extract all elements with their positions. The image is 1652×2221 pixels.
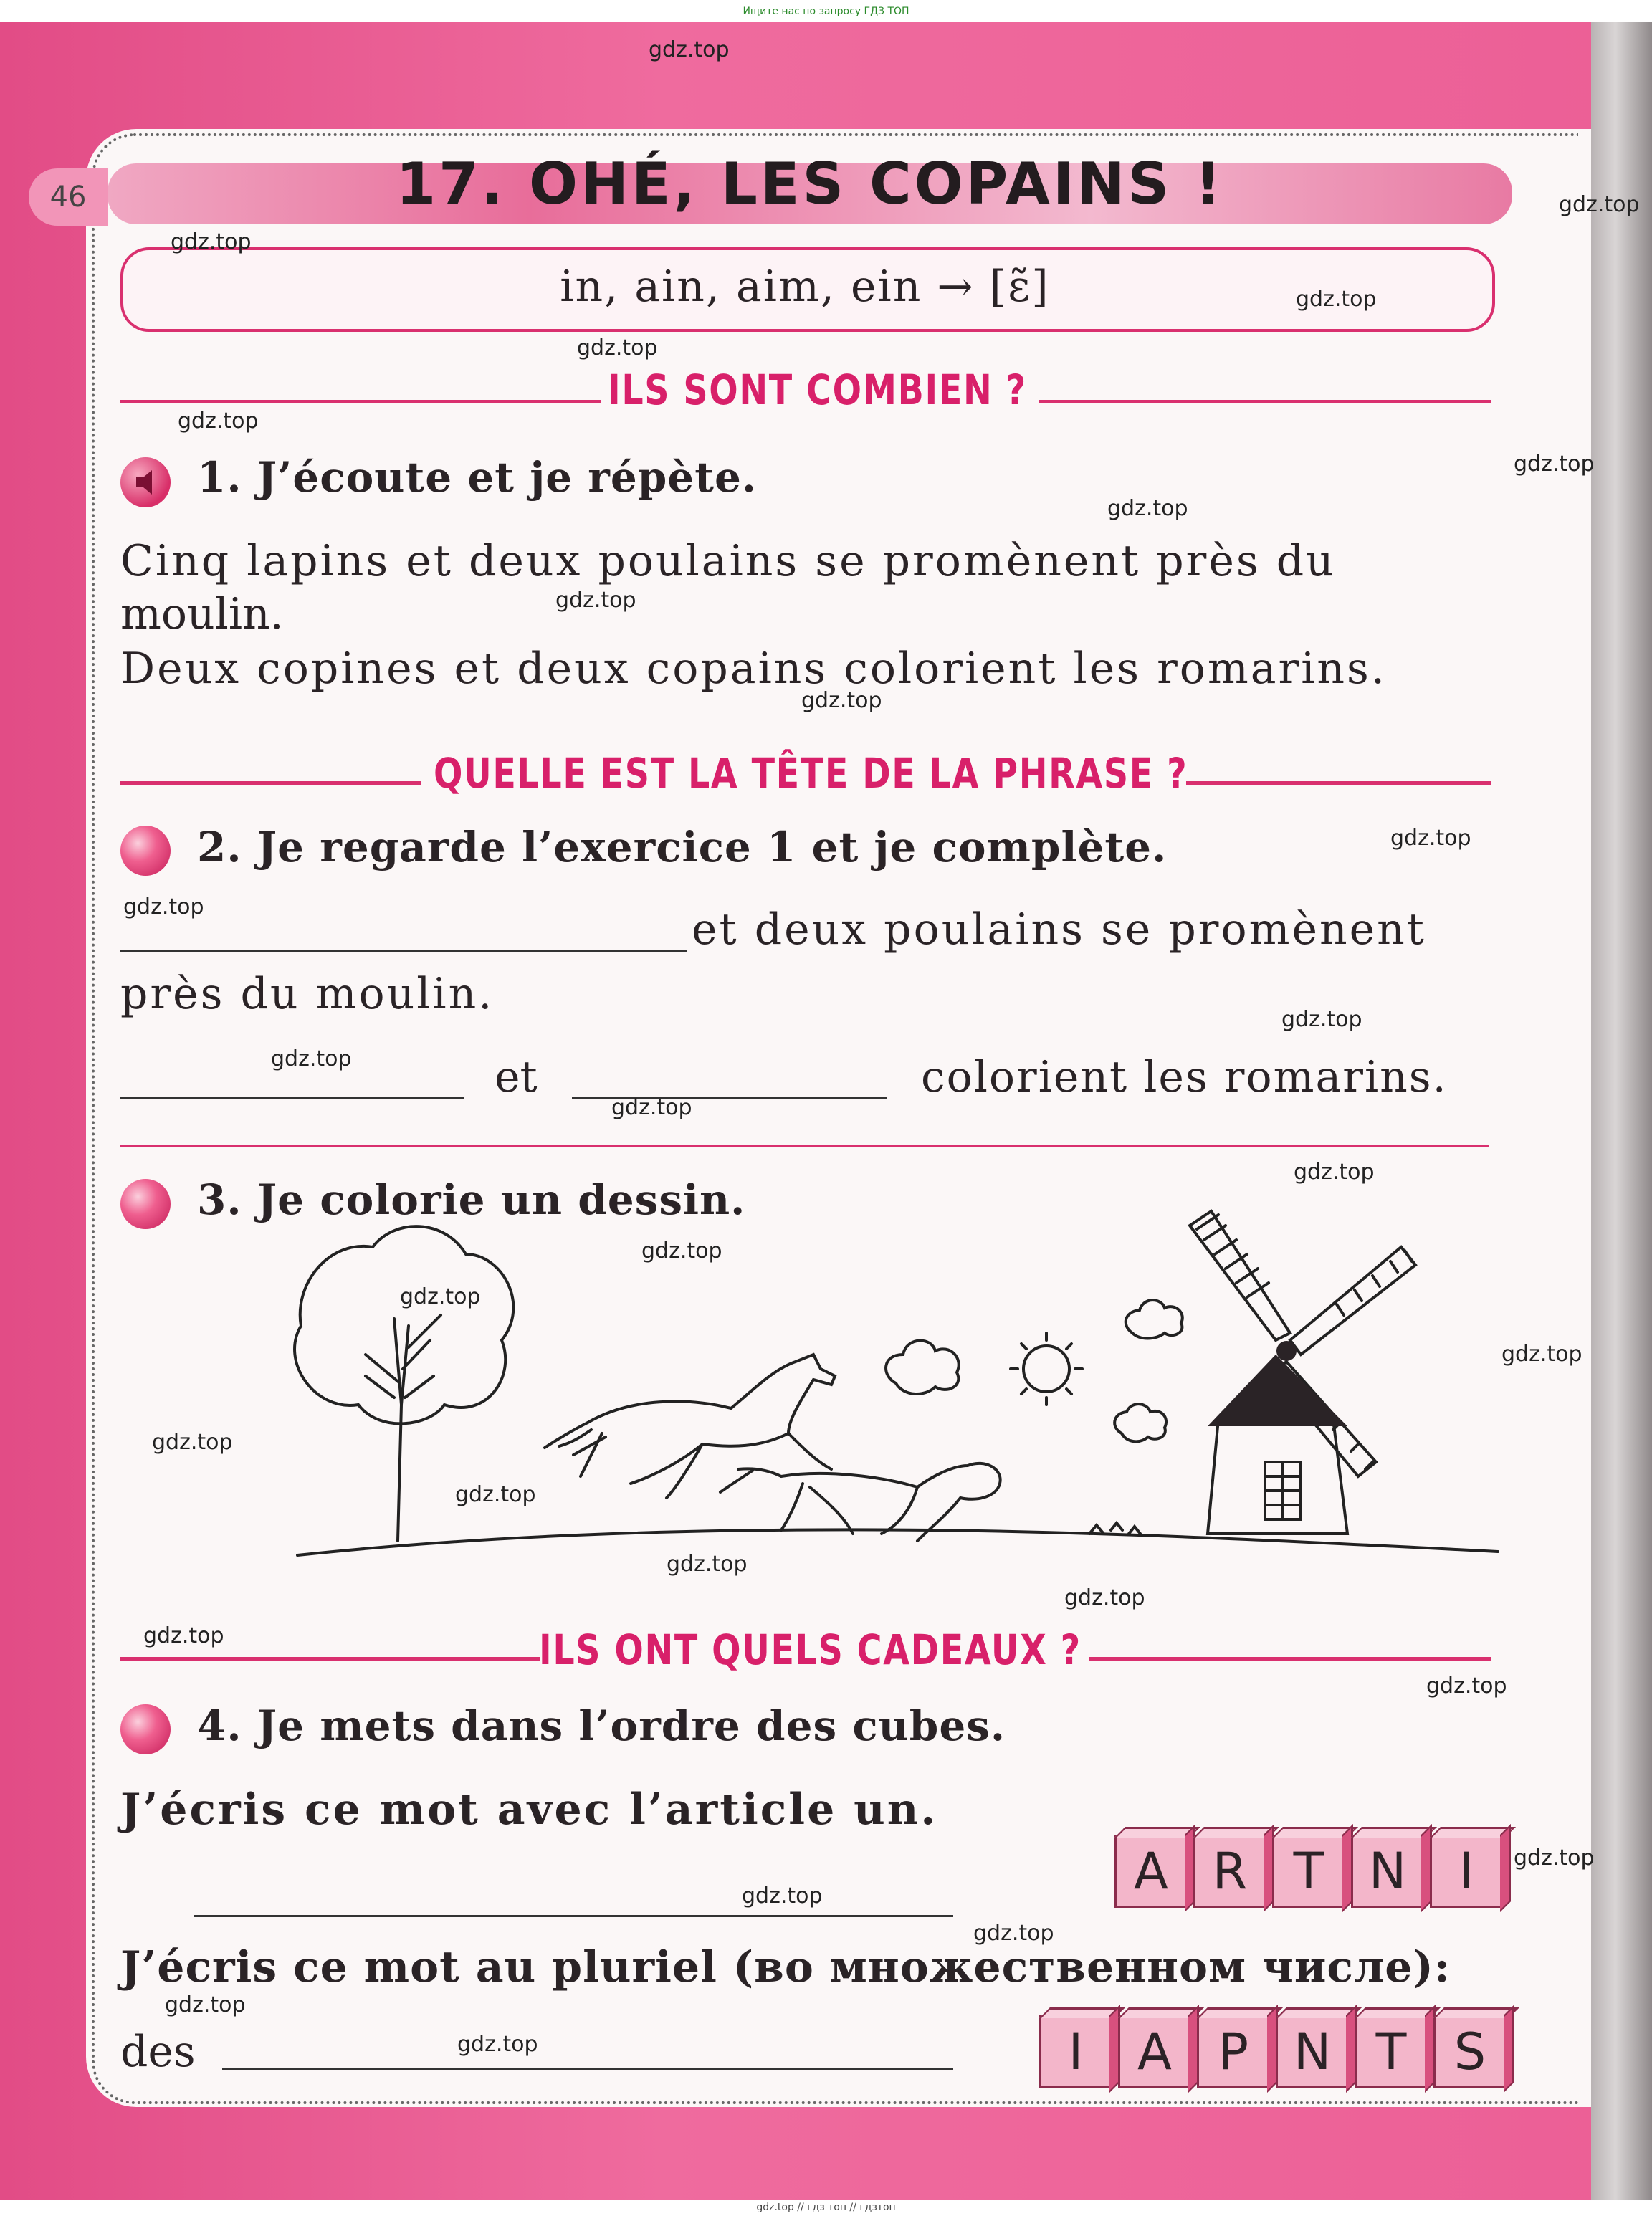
letter-cube[interactable]: T xyxy=(1355,2015,1428,2088)
heading-line xyxy=(1186,781,1491,785)
watermark: gdz.top xyxy=(123,894,204,920)
ex4-line-1: J’écris ce mot avec l’article un. xyxy=(120,1785,938,1835)
watermark: gdz.top xyxy=(1296,287,1377,312)
letter-cube[interactable]: A xyxy=(1118,2015,1191,2088)
answer-blank[interactable] xyxy=(120,1097,464,1099)
watermark: gdz.top xyxy=(400,1284,481,1309)
letter-cube[interactable]: S xyxy=(1433,2015,1507,2088)
section-heading-2: QUELLE EST LA TÊTE DE LA PHRASE ? xyxy=(434,749,1188,798)
watermark: gdz.top xyxy=(555,588,636,613)
letter-cube[interactable]: P xyxy=(1197,2015,1270,2088)
letter-cube[interactable]: A xyxy=(1114,1835,1188,1908)
watermark: gdz.top xyxy=(178,409,259,434)
coloring-drawing[interactable] xyxy=(287,1161,1505,1577)
watermark: gdz.top xyxy=(641,1238,722,1264)
heading-line xyxy=(120,1657,540,1661)
ex1-line-1: Cinq lapins et deux poulains se promènent près du xyxy=(120,536,1336,586)
bullet-icon xyxy=(120,826,171,876)
ex2-and: et xyxy=(495,1052,538,1102)
bottom-banner: gdz.top // гдз топ // гдзтоп xyxy=(756,2202,896,2213)
ex2-line-3: colorient les romarins. xyxy=(921,1052,1448,1102)
letter-cube[interactable]: I xyxy=(1039,2015,1112,2088)
ex1-line-2: moulin. xyxy=(120,589,284,639)
watermark: gdz.top xyxy=(667,1552,748,1577)
exercise-4-title: 4. Je mets dans l’ordre des cubes. xyxy=(197,1701,1006,1750)
watermark: gdz.top xyxy=(801,688,882,713)
answer-blank[interactable] xyxy=(222,2068,953,2070)
letter-cube[interactable]: R xyxy=(1193,1835,1266,1908)
heading-line xyxy=(120,400,601,403)
top-banner: Ищите нас по запросу ГДЗ ТОП xyxy=(743,6,909,17)
watermark: gdz.top xyxy=(577,335,658,360)
letter-cube[interactable]: I xyxy=(1430,1835,1503,1908)
answer-blank[interactable] xyxy=(194,1915,953,1917)
watermark: gdz.top xyxy=(1559,192,1640,217)
speaker-icon[interactable] xyxy=(120,457,171,507)
page-title: 17. OHÉ, LES COPAINS ! xyxy=(396,151,1224,217)
cube-row-2[interactable] xyxy=(1039,2015,1512,2088)
ex1-line-3: Deux copines et deux copains colorient les romarins. xyxy=(120,644,1387,694)
answer-blank[interactable] xyxy=(120,950,687,952)
ex2-line-1: et deux poulains se promènent xyxy=(692,904,1426,955)
page-number: 46 xyxy=(29,168,108,226)
letter-cube[interactable]: N xyxy=(1351,1835,1424,1908)
watermark: gdz.top xyxy=(455,1482,536,1507)
rule-text: in, ain, aim, ein → [ɛ̃] xyxy=(560,262,1050,312)
watermark: gdz.top xyxy=(271,1046,352,1071)
watermark: gdz.top xyxy=(457,2032,538,2057)
section-heading-3: ILS ONT QUELS CADEAUX ? xyxy=(539,1625,1082,1674)
watermark: gdz.top xyxy=(1514,452,1595,477)
watermark: gdz.top xyxy=(611,1095,692,1120)
watermark: gdz.top xyxy=(165,1992,246,2017)
watermark: gdz.top xyxy=(171,229,252,254)
watermark: gdz.top xyxy=(1426,1673,1507,1699)
exercise-2-title: 2. Je regarde l’exercice 1 et je complète. xyxy=(197,823,1168,871)
bullet-icon xyxy=(120,1704,171,1754)
ex4-line-2: J’écris ce mot au pluriel (во множественном числе): xyxy=(120,1942,1451,1992)
bullet-icon xyxy=(120,1179,171,1229)
exercise-1-title: 1. J’écoute et je répète. xyxy=(197,453,758,502)
watermark: gdz.top xyxy=(973,1921,1054,1946)
page-edge xyxy=(1591,22,1652,2200)
watermark: gdz.top xyxy=(143,1623,224,1648)
exercise-3-title: 3. Je colorie un dessin. xyxy=(197,1175,746,1224)
ex4-des: des xyxy=(120,2027,196,2077)
cube-row-1[interactable] xyxy=(1114,1835,1509,1908)
watermark: gdz.top xyxy=(649,37,730,62)
ex2-line-2: près du moulin. xyxy=(120,969,495,1019)
letter-cube[interactable]: N xyxy=(1276,2015,1349,2088)
watermark: gdz.top xyxy=(1501,1342,1582,1367)
watermark: gdz.top xyxy=(1294,1160,1375,1185)
watermark: gdz.top xyxy=(1064,1585,1145,1610)
watermark: gdz.top xyxy=(1281,1007,1362,1032)
section-heading-1: ILS SONT COMBIEN ? xyxy=(608,366,1027,414)
heading-line xyxy=(1089,1657,1491,1661)
letter-cube[interactable]: T xyxy=(1272,1835,1345,1908)
watermark: gdz.top xyxy=(742,1883,823,1909)
watermark: gdz.top xyxy=(1107,496,1188,521)
separator-line xyxy=(120,1145,1489,1147)
heading-line xyxy=(120,781,421,785)
watermark: gdz.top xyxy=(152,1430,233,1455)
heading-line xyxy=(1039,400,1491,403)
watermark: gdz.top xyxy=(1514,1845,1595,1871)
watermark: gdz.top xyxy=(1390,826,1471,851)
